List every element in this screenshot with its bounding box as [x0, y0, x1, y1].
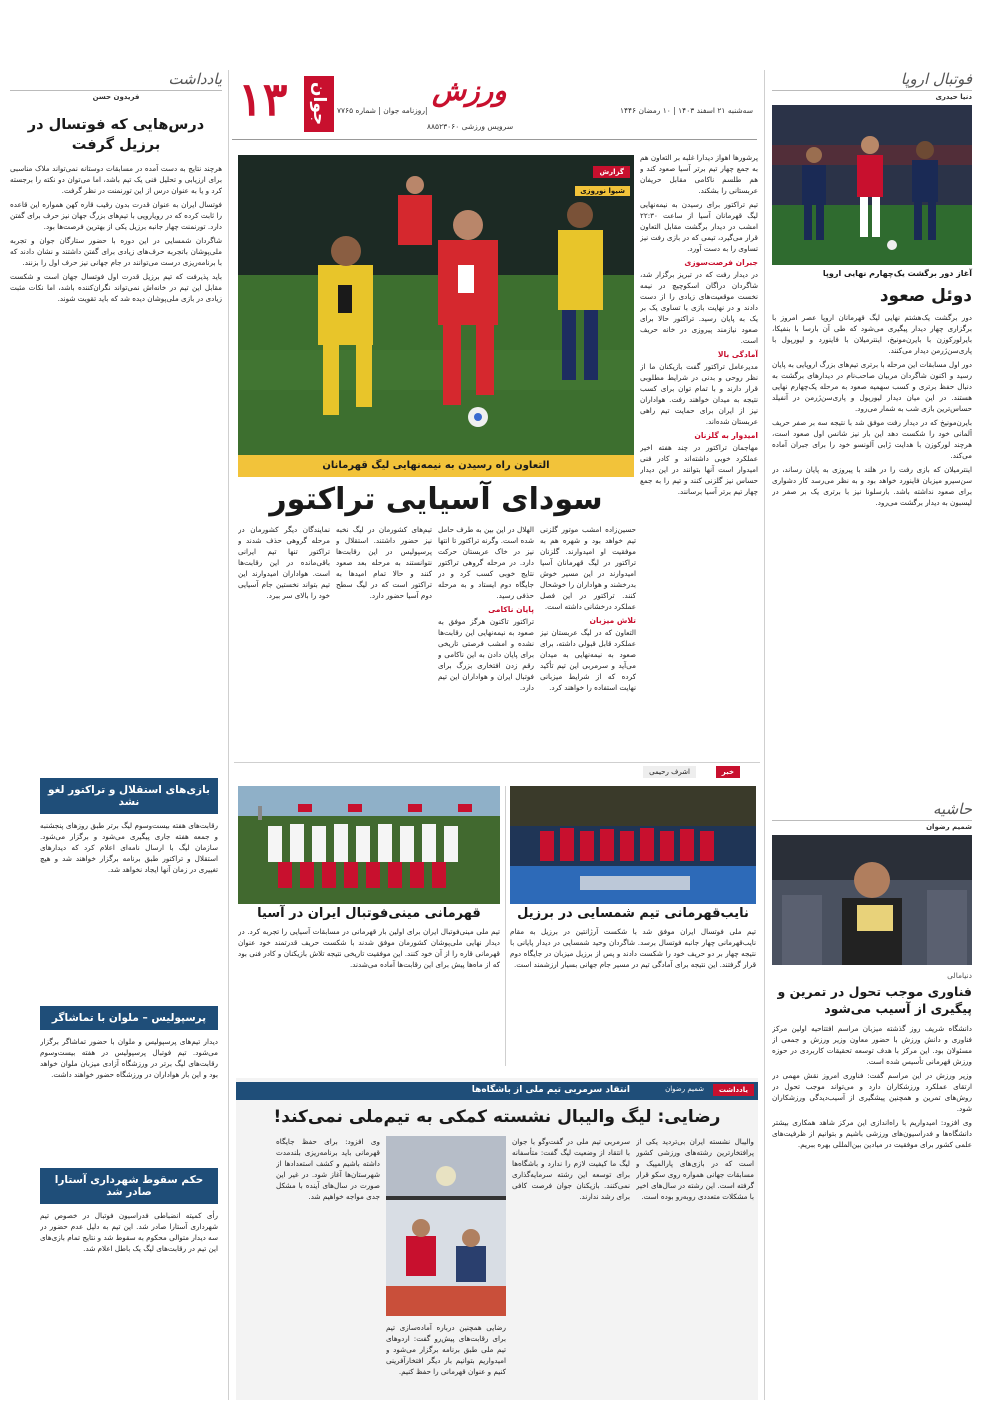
section-contact: سرویس ورزشی ۸۸۵۲۳۰۶۰	[427, 122, 514, 131]
author: فریدون حسن	[92, 93, 140, 101]
brief-3	[40, 1168, 218, 1350]
main-photo	[238, 155, 634, 455]
minifootball-body: تیم ملی مینی‌فوتبال ایران برای اولین بار قهرمانی در مسابقات آسیایی را تجربه کرد. در دیدار نهایی ملی‌پوشان کشورمان موفق شدند با شکست حریف قدرتمند خود عنوان قهرمانی قاره را از آن خود کنند. این موفقیت تاریخی نتیجه تلاش بازیکنان و کادر فنی بود که از ماه‌ها پیش برای این رقابت‌ها آماده می‌شدند.	[238, 927, 500, 969]
report-tag: گزارش	[593, 166, 630, 178]
brief-text: رقابت‌های هفته بیست‌وسوم لیگ برتر طبق روزهای پنجشنبه و جمعه هفته جاری پیگیری می‌شود و برگزار می‌شود. سازمان لیگ با ارسال نامه‌ای اعلام کرد که دیدارهای استقلال و تراکتور طبق برنامه برگزار خواهند شد و هیچ تغییری در زمان آنها ایجاد نخواهد شد.	[40, 821, 218, 874]
football-photo	[772, 105, 972, 265]
hashieh-column	[772, 800, 972, 1400]
author: شمیم رضوان	[926, 823, 972, 831]
ceremony-image	[772, 835, 972, 965]
main-col-1: حسین‌زاده امشب موتور گلزنی تیم خواهد بود و شهره هم به موفقیت او امیدوارند. گلزنان تراکتور در لیگ قهرمانان آسیا امیدوارند در این مسیر خوش بدرخشند و هواداران را خوشحال کنند. تراکتور در این فصل عملکرد درخشانی داشته است. تلاش میزبان التعاون که در لیگ عربستان نیز عملکرد قابل قبولی داشته، برای صعود به نیمه‌نهایی به میدان می‌آید و سرمربی این تیم تأکید کرده که از شرایط میزبانی نهایت استفاده را خواهند کرد.	[540, 525, 636, 692]
logo	[304, 76, 334, 132]
page-number: ۱۳	[238, 73, 288, 125]
main-headline: سودای آسیایی تراکتور	[269, 482, 603, 517]
news-author: اشرف رحیمی	[643, 766, 696, 778]
photo-caption: آغاز دور برگشت یک‌چهارم نهایی اروپا	[822, 269, 972, 278]
section-label: فوتبال اروپا	[772, 70, 972, 91]
kicker: التعاون راه رسیدن به نیمه‌نهایی لیگ قهرمانان	[322, 460, 550, 471]
tractor-match-image	[238, 155, 634, 455]
volleyball-tag: یادداشت	[713, 1084, 754, 1096]
date-line: سه‌شنبه ۲۱ اسفند ۱۴۰۳ | ۱۰ رمضان ۱۴۴۶	[619, 106, 753, 115]
subhead: آمادگی بالا	[717, 350, 758, 359]
subhead: جبران فرصت‌سوزی	[684, 258, 758, 267]
section-label: یادداشت	[10, 70, 222, 91]
reporter-name: شیوا نوروزی	[575, 186, 630, 196]
volleyball-col-4: رضایی همچنین درباره آماده‌سازی تیم برای رقابت‌های پیش‌رو گفت: اردوهای تیم ملی طبق برنامه برگزار می‌شود و امیدواریم بتوانیم بار دیگر افتخارآفرینی کنیم و عنوان قهرمانی را حفظ کنیم.	[386, 1323, 506, 1376]
logo-text: جوان	[309, 82, 329, 126]
volleyball-author: شمیم رضوان	[665, 1085, 704, 1093]
futsal-photo	[510, 786, 756, 904]
headline: فناوری موجب تحول در تمرین و پیگیری از آسیب می‌شود	[777, 984, 972, 1016]
news-tag: خبر	[716, 766, 740, 778]
main-col-3: تیم‌های کشورمان در لیگ نخبه نیز حضور داشتند. استقلال و پرسپولیس در این رقابت‌ها نتوانستند به مرحله بعد صعود کنند و حالا تمام امیدها به تراکتور است که در لیگ سطح دوم آسیا حضور دارد.	[336, 525, 432, 600]
headline: دوئل صعود	[879, 286, 972, 306]
minifootball-headline: قهرمانی مینی‌فوتبال ایران در آسیا	[257, 906, 481, 921]
headline-band	[238, 455, 634, 477]
volleyball-col-1: والیبال نشسته ایران بی‌تردید یکی از پرافتخارترین رشته‌های ورزشی کشور است که در بازی‌های پارالمپیک و مسابقات جهانی همواره روی سکو قرار گرفته است. این رشته در سال‌های اخیر با مشکلات متعددی روبه‌رو بوده است.	[636, 1137, 754, 1201]
article-body: هرچند نتایج به دست آمده در مسابقات دوستانه نمی‌تواند ملاک مناسبی برای ارزیابی و تحلیل فنی یک تیم باشد، اما می‌توان دو نکته را برجسته کرد و یا به عنوان درس از این تورنمنت در نظر گرفت. فوتسال ایران به عنوان قدرت بدون رقیب قاره کهن همواره این قاعده را ثابت کرده که در رویارویی با تیم‌های بزرگ جهان نیز حرف برای گفتن دارد. تورنمنت چهار جانبه برزیل یکی از بهترین فرصت‌ها بود. شاگردان شمسایی در این دوره با حضور ستارگان جوان و تجربه ملی‌پوشان باتجربه حرف‌های زیادی برای گفتن داشتند و نشان دادند که با برنامه‌ریزی درست می‌توانند در جام جهانی نیز حرف اول را بزنند. باید پذیرفت که تیم برزیل قدرت اول فوتسال جهان است و شکست مقابل این تیم در خانه‌اش نمی‌تواند نگران‌کننده باشد، اما نکات مثبت زیادی در بازی ملی‌پوشان دیده شد که باید تقویت شوند.	[10, 164, 222, 303]
ceremony-photo	[772, 835, 972, 965]
main-col-2: الهلال در این بین به طرف حامل شده است. وگرنه تراکتور تا انتها نیز در خاک عربستان حرکت دارد. در مرحله گروهی تراکتور نتایج خوبی کسب کرد و در جایگاه دوم ایستاد و به مرحله حذفی رسید. پایان ناکامی تراکتور تاکنون هرگز موفق به صعود به نیمه‌نهایی این رقابت‌ها نشده و امشب فرصتی تاریخی برای پایان دادن به این ناکامی و رقم زدن افتخاری بزرگ برای فوتبال ایران و هواداران این تیم دارد.	[438, 525, 534, 692]
volleyball-kicker: انتقاد سرمربی تیم ملی از باشگاه‌ها	[471, 1085, 630, 1095]
subhead: پایان ناکامی	[488, 605, 534, 614]
brief-title: پرسپولیس – ملوان با تماشاگر	[40, 1006, 218, 1030]
minifootball-photo	[238, 786, 500, 904]
main-col-4: نمایندگان دیگر کشورمان در مرحله گروهی حذف شدند و تراکتور تنها تیم ایرانی باقی‌مانده در این رقابت‌ها است. هواداران امیدوارند این تیم بتواند نخستین جام آسیایی خود را بالای سر ببرد.	[238, 525, 330, 600]
subhead: تلاش میزبان	[589, 616, 636, 625]
minifootball-team-image	[238, 786, 500, 904]
brief-2	[40, 1006, 218, 1166]
futsal-headline: نایب‌قهرمانی تیم شمسایی در برزیل	[517, 906, 749, 921]
brief-text: دیدار تیم‌های پرسپولیس و ملوان با حضور تماشاگر برگزار می‌شود. تیم فوتبال پرسپولیس در هفته بیست‌وسوم رقابت‌های لیگ برتر در ورزشگاه آزادی میزبان ملوان خواهد بود و این بار هواداران در ورزشگاه حضور خواهند داشت.	[40, 1037, 218, 1079]
right-column	[772, 70, 972, 830]
futsal-body: تیم ملی فوتسال ایران موفق شد با شکست آرژانتین در برزیل به مقام نایب‌قهرمانی چهار جانبه فوتسال برسد. شاگردان وحید شمسایی در دیدار پایانی با نتیجه چهار بر دو حریف خود را شکست دادند و پس از برزیل میزبان در جایگاه دوم قرار گرفتند. این نتیجه برای آمادگی تیم در مسیر جام جهانی بسیار ارزشمند است.	[510, 927, 756, 969]
article-body: دانشگاه شریف روز گذشته میزبان مراسم افتتاحیه اولین مرکز فناوری و دانش ورزش با حضور معاون وزیر ورزش و جمعی از مسئولان بود. این مرکز با هدف توسعه تحقیقات کاربردی در حوزه ورزش قهرمانی تأسیس شده است. وزیر ورزش در این مراسم گفت: فناوری امروز نقش مهمی در ارتقای عملکرد ورزشکاران دارد و می‌تواند موجب تحول در روش‌های تمرین و همچنین پیشگیری از آسیب‌دیدگی ورزشکاران شود. وی افزود: امیدواریم با راه‌اندازی این مرکز شاهد همکاری بیشتر دانشگاه‌ها و فدراسیون‌های ورزشی باشیم و بتوانیم از ظرفیت‌های علمی کشور برای موفقیت در میادین بین‌المللی بهره ببریم.	[772, 1024, 972, 1149]
lower-tag-bar	[440, 766, 740, 780]
brief-title: بازی‌های استقلال و تراکتور لغو نشد	[40, 778, 218, 814]
brief-text: رأی کمیته انضباطی فدراسیون فوتبال در خصوص تیم شهرداری آستارا صادر شد. این تیم به دلیل عدم حضور در سه دیدار متوالی محکوم به سقوط شد و نتایج تمام بازی‌های این تیم در رقابت‌های لیگ یک باطل اعلام شد.	[40, 1211, 218, 1253]
futsal-team-image	[510, 786, 756, 904]
subhead: امیدوار به گلزنان	[694, 431, 758, 440]
report-tag-box	[575, 159, 630, 197]
volleyball-photo	[386, 1136, 506, 1316]
brief-1	[40, 778, 218, 1000]
masthead	[232, 70, 757, 140]
sitting-volleyball-image	[386, 1136, 506, 1316]
volleyball-top-bar	[236, 1082, 758, 1100]
volleyball-headline: رضایی: لیگ والیبال نشسته کمکی به تیم‌ملی نمی‌کند!	[273, 1107, 721, 1127]
volleyball-box	[236, 1078, 758, 1400]
author: دنیا حیدری	[935, 93, 972, 101]
main-intro-column: پرشورها اهواز دیدارا غلبه بر التعاون هم به جمع چهار تیم برتر آسیا صعود کند و هم طلسم ناکامی مقابل حریفان عربستانی را بشکند. تیم تراکتور برای رسیدن به نیمه‌نهایی لیگ قهرمانان آسیا از ساعت ۲۲:۳۰ امشب در دیدار برگشت مقابل التعاون قرار می‌گیرد، تیمی که در بازی رفت نیز تساوی را به دست آورد. جبران فرصت‌سوزی در دیدار رفت که در تبریز برگزار شد، شاگردان دراگان اسکوچیچ در نیمه نخست موقعیت‌های زیادی را از دست دادند و در نهایت بازی با تساوی یک بر یک به پایان رسید. تراکتور حالا برای صعود نیازمند پیروزی در خانه حریف است. آمادگی بالا مدیرعامل تراکتور گفت بازیکنان ما از نظر روحی و بدنی در شرایط مطلوبی قرار دارند و با تمام توان برای کسب نتیجه به میدان خواهند رفت. هواداران نیز از ایران برای حمایت تیم راهی عربستان شده‌اند. امیدوار به گلزنان مهاجمان تراکتور در چند هفته اخیر عملکرد خوبی داشته‌اند و کادر فنی امیدوار است آنها بتوانند در این دیدار حساس نیز گلزنی کنند و تیم را به جمع چهار تیم برتر آسیا برسانند.	[640, 153, 758, 496]
section-title: ورزش	[432, 74, 507, 107]
brief-title: حکم سقوط شهرداری آستارا صادر شد	[40, 1168, 218, 1204]
headline: درس‌هایی که فوتسال در برزیل گرفت	[27, 117, 205, 153]
volleyball-col-2: سرمربی تیم ملی در گفت‌وگو با جوان با انتقاد از وضعیت لیگ گفت: متأسفانه لیگ ما کیفیت لازم را ندارد و باشگاه‌ها برای توسعه این رشته سرمایه‌گذاری نمی‌کنند. بازیکنان جوان فرصت کافی برای رشد ندارند.	[512, 1137, 630, 1201]
kicker: دنیامالی	[947, 971, 972, 980]
football-players-image	[772, 105, 972, 265]
article-body: دور برگشت یک‌هشتم نهایی لیگ قهرمانان اروپا عصر امروز با برگزاری چهار دیدار پیگیری می‌شود که طی آن بارسا با بنفیکا، بایرلورکوزن با بایرن‌مونیخ، اینترمیلان با فاینورد و لیورپول با پاری‌سن‌ژرمن دیدار می‌کنند. دور اول مسابقات این مرحله با برتری تیم‌های بزرگ اروپایی به پایان رسید و اکنون شاگردان مربیان صاحب‌نام در دیدارهای برگشت به دنبال حفظ برتری و کسب سهمیه صعود به مرحله یک‌چهارم نهایی هستند. در این میان دیدار لیورپول و پاری‌سن‌ژرمن در آنفیلد حساس‌ترین بازی شب به شمار می‌رود. بایرن‌مونیخ که در دیدار رفت موفق شد با نتیجه سه بر صفر حریف آلمانی خود را شکست دهد این بار نیز شانس اول صعود است، هرچند لورکوزن با هدایت ژابی آلونسو خود را برای جبران آماده می‌کند. اینترمیلان که بازی رفت را در هلند با پیروزی به پایان رساند، در سن‌سیرو میزبان فاینورد خواهد بود و به نظر می‌رسد کار دشواری برای صعود نداشته باشد. بارسلونا نیز با برتری یک بر صفر در لیسبون به دیدار برگشت می‌رود.	[772, 313, 972, 507]
volleyball-col-3: وی افزود: برای حفظ جایگاه قهرمانی باید برنامه‌ریزی بلندمدت داشته باشیم و کشف استعدادها از شهرستان‌ها آغاز شود. در غیر این صورت در سال‌های آینده با مشکل جدی مواجه خواهیم شد.	[276, 1137, 380, 1201]
issue-line: |روزنامه جوان | شماره ۷۷۶۵	[337, 106, 428, 115]
section-label: حاشیه	[772, 800, 972, 821]
